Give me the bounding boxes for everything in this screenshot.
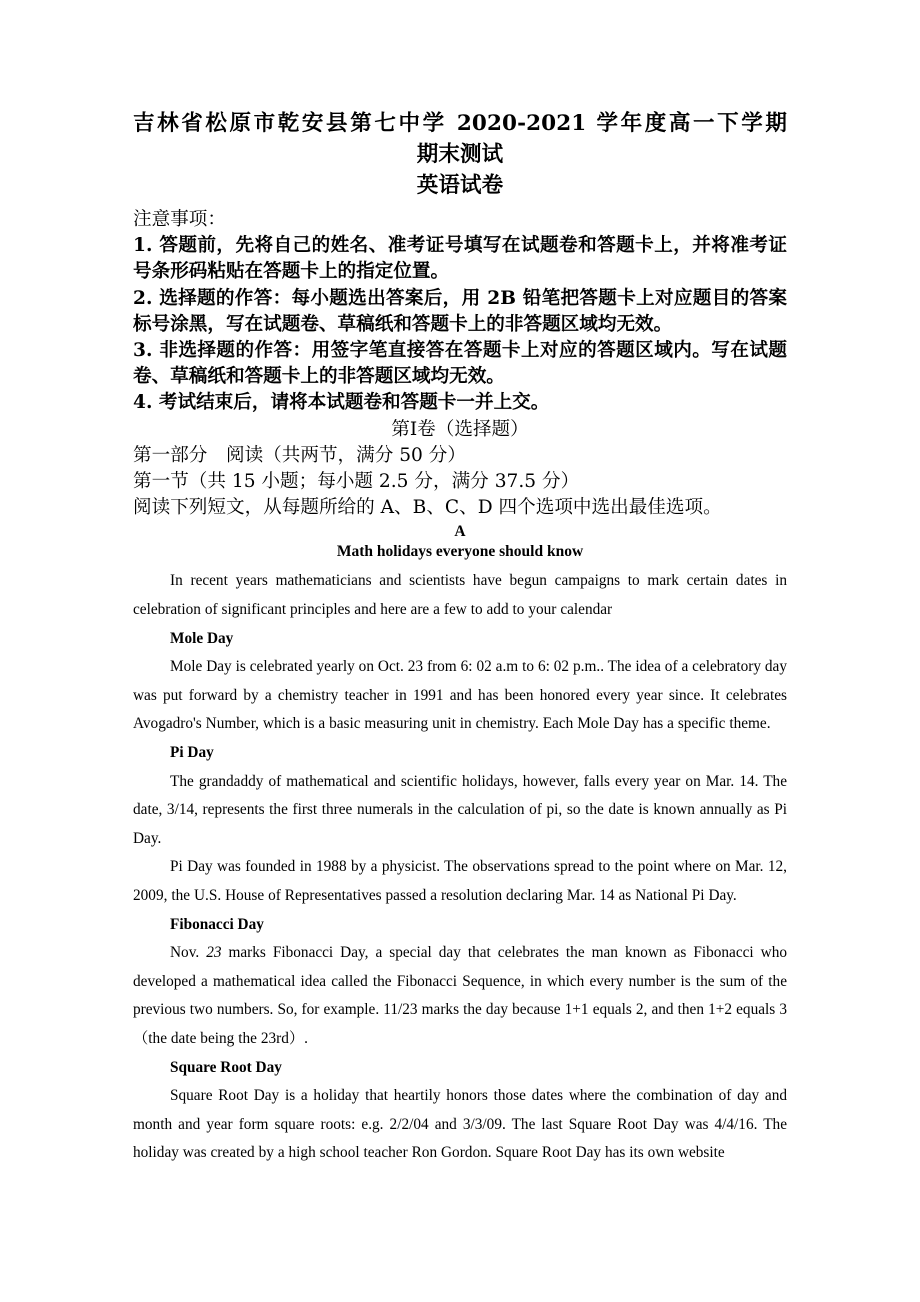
notice-item-1: 1. 答题前，先将自己的姓名、准考证号填写在试题卷和答题卡上，并将准考证号条形码粘贴在答题卡上的指定位置。 bbox=[133, 235, 787, 283]
volume-heading: 第Ⅰ卷（选择题） bbox=[391, 418, 529, 440]
notice-item-3: 3. 非选择题的作答：用签字笔直接答在答题卡上对应的答题区域内。写在试题卷、草稿纸和答题卡上的非答题区域均无效。 bbox=[133, 340, 787, 388]
passage-paragraph: Mole Day is celebrated yearly on Oct. 23 from 6: 02 a.m to 6: 02 p.m.. The idea of a celebratory day was put forward by a chemistry teacher in 1991 and has been honored every year since. It celebrates Avogadro's Number, which is a basic measuring unit in chemistry. Each Mole Day has a specific theme. bbox=[133, 658, 787, 733]
title-line-3: 英语试卷 bbox=[416, 173, 504, 198]
title-line-1: 吉林省松原市乾安县第七中学 2020-2021 学年度高一下学期 bbox=[133, 111, 787, 136]
notice-item-4: 4. 考试结束后，请将本试题卷和答题卡一并上交。 bbox=[133, 392, 550, 414]
notice-heading: 注意事项： bbox=[133, 209, 226, 230]
passage-paragraph: Square Root Day is a holiday that heartily honors those dates where the combination of day and month and year form square roots: e.g. 2/2/04 and 3/3/09. The last Square Root Day was 4/4/16. The holiday was created by a high school teacher Ron Gordon. Square Root Day has its own website bbox=[133, 1087, 787, 1162]
part-one-heading: 第一部分 阅读（共两节，满分 50 分） bbox=[133, 444, 466, 466]
passage-intro: In recent years mathematicians and scientists have begun campaigns to mark certain dates in celebration of significant principles and here are a few to add to your calendar bbox=[133, 572, 787, 619]
passage-section-heading: Pi Day bbox=[170, 744, 214, 761]
passage-section-heading: Square Root Day bbox=[170, 1058, 282, 1076]
paragraph-text-after: marks Fibonacci Day, a special day that celebrates the man known as Fibonacci who developed a mathematical idea called the Fibonacci Sequence, in which every number is the sum of the previous two numbers. So, for example. 11/23 marks the day because 1+1 equals 2, and then 1+2 equals 3（the date being the 23rd）. bbox=[133, 944, 787, 1047]
passage-paragraph-rich bbox=[133, 939, 787, 1053]
paragraph-text-before: Nov. bbox=[170, 944, 207, 962]
passage-title: Math holidays everyone should know bbox=[336, 543, 584, 561]
passage-paragraph: The grandaddy of mathematical and scientific holidays, however, falls every year on Mar. 14. The date, 3/14, represents the first three numerals in the calculation of pi, so the date is known annually as Pi Day. bbox=[133, 772, 787, 847]
document-content bbox=[133, 108, 787, 1168]
exam-notice bbox=[133, 207, 787, 417]
passage-paragraph: Pi Day was founded in 1988 by a physicist. The observations spread to the point where on Mar. 12, 2009, the U.S. House of Representatives passed a resolution declaring Mar. 14 as National Pi Day. bbox=[133, 858, 787, 904]
reading-instruction: 阅读下列短文，从每题所给的 A、B、C、D 四个选项中选出最佳选项。 bbox=[133, 497, 722, 519]
notice-item-2: 2. 选择题的作答：每小题选出答案后，用 2B 铅笔把答题卡上对应题目的答案标号涂黑，写在试题卷、草稿纸和答题卡上的非答题区域均无效。 bbox=[133, 287, 787, 335]
passage-section-heading: Fibonacci Day bbox=[170, 915, 264, 933]
paragraph-text-italic: 23 bbox=[206, 944, 222, 962]
section-one-heading: 第一节（共 15 小题；每小题 2.5 分，满分 37.5 分） bbox=[133, 471, 580, 493]
passage-section-heading: Mole Day bbox=[170, 629, 234, 647]
passage-letter: A bbox=[454, 523, 466, 541]
title-line-2: 期末测试 bbox=[416, 142, 504, 167]
page-title bbox=[133, 108, 787, 201]
